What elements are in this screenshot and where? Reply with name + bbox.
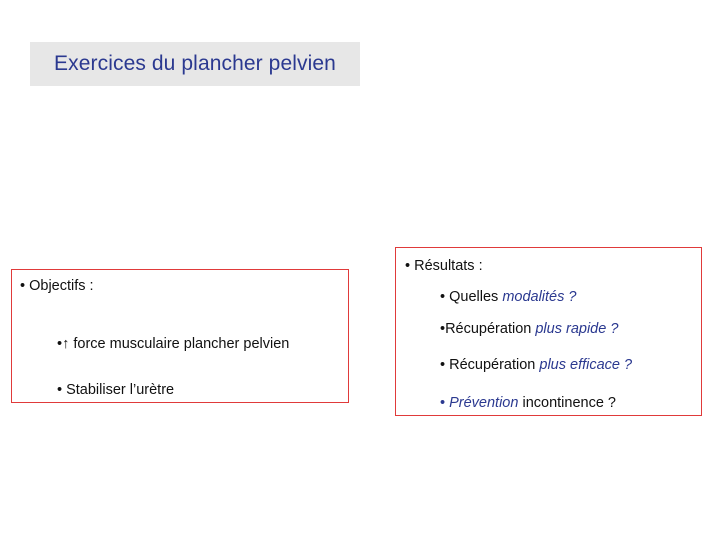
- resultats-item-modalites: [440, 288, 576, 306]
- objectifs-item-force: •↑ force musculaire plancher pelvien: [57, 336, 290, 352]
- objectifs-item-uretre: • Stabiliser l’urètre: [57, 382, 175, 398]
- objectifs-heading: • Objectifs :: [20, 278, 94, 294]
- resultats-item-rapide-emph: plus rapide ?: [535, 321, 619, 337]
- resultats-item-rapide: [440, 320, 618, 338]
- resultats-item-efficace-emph: plus efficace ?: [539, 357, 633, 373]
- resultats-item-prevention: [440, 394, 616, 412]
- resultats-item-modalites-prefix: • Quelles: [440, 289, 503, 305]
- resultats-item-efficace: [440, 356, 632, 374]
- resultats-item-rapide-prefix: •Récupération: [440, 321, 536, 337]
- resultats-item-prevention-emph: Prévention: [449, 395, 519, 411]
- resultats-item-prevention-suffix: incontinence ?: [518, 395, 616, 411]
- slide-title: Exercices du plancher pelvien: [54, 52, 336, 75]
- resultats-item-efficace-prefix: • Récupération: [440, 357, 540, 373]
- resultats-item-prevention-bullet: •: [440, 395, 450, 411]
- resultats-item-modalites-emph: modalités ?: [502, 289, 577, 305]
- slide-title-box: [30, 42, 360, 86]
- resultats-heading: • Résultats :: [405, 258, 483, 274]
